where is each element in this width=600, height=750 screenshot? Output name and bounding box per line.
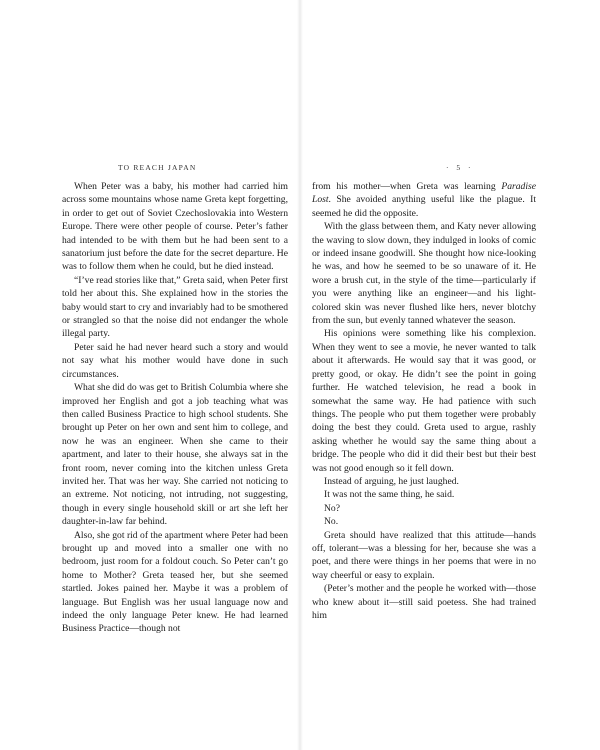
left-page-body — [62, 180, 288, 636]
running-head-left: TO REACH JAPAN — [118, 163, 197, 172]
paragraph: When Peter was a baby, his mother had carried him across some mountains whose name Greta kept forgetting, in order to get out of Soviet Czechoslovakia into Western Europe. There were other people of course. Peter’s father had intended to be with them but he had been sent to a sanatorium just before the date for the secret departure. He was to follow them when he could, but he died instead. — [62, 181, 288, 273]
paragraph: Instead of arguing, he just laughed. — [324, 475, 459, 487]
paragraph: No? — [324, 502, 340, 514]
paragraph: Peter said he had never heard such a story and would not say what his mother would have done in such circumstances. — [62, 341, 288, 380]
paragraph: “I’ve read stories like that,” Greta said, when Peter first told her about this. She explained how in the stories the baby would start to cry and invariably had to be smothered or strangled so that the noise did not endanger the whole illegal party. — [62, 274, 288, 340]
paragraph: It was not the same thing, he said. — [324, 489, 455, 501]
paragraph: Greta should have realized that this attitude—hands off, tolerant—was a blessing for her, because she was a poet, and there were things in her poems that were in no way cheerful or easy to explain. — [312, 529, 536, 581]
paragraph: (Peter’s mother and the people he worked with—those who knew about it—still said poetess. She had trained him — [312, 583, 536, 621]
paragraph: With the glass between them, and Katy never allowing the waving to slow down, they indulged in looks of comic or indeed insane goodwill. She thought how nice-looking he was, and how he seemed to be so unaware of it. He wore a brush cut, in the style of the time—particularly if you were anything like an engineer—and his light-colored skin was never flushed like hers, never blotchy from the sun, but evenly tanned whatever the season. — [312, 221, 536, 327]
paragraph: His opinions were something like his complexion. When they went to see a movie, he never wanted to talk about it afterwards. He would say that it was good, or pretty good, or okay. He didn’t see the point in going further. He watched television, he read a book in somewhat the same way. He had patience with such things. The people who put them together were probably doing the best they could. Greta used to argue, rashly asking whether he would say the same thing about a bridge. The people who did it did their best but their best was not good enough so it fell down. — [312, 328, 536, 474]
paragraph: Also, she got rid of the apartment where Peter had been brought up and moved into a smaller one with no bedroom, just room for a foldout couch. So Peter can’t go home to Mother? Greta teased her, but she seemed startled. Jokes pained her. Maybe it was a problem of language. But English was her usual language now and indeed the only language Peter knew. He had learned Business Practice—though not — [62, 529, 288, 635]
book-title: Paradise Lost — [312, 181, 536, 206]
paragraph: from his mother—when Greta was learning Paradise Lost. She avoided anything useful like the plague. It seemed he did the opposite. — [312, 181, 536, 219]
paragraph: No. — [324, 516, 339, 528]
right-page — [300, 0, 600, 750]
page-number: · 5 · — [446, 163, 474, 172]
paragraph: What she did do was get to British Columbia where she improved her English and got a job teaching what was then called Business Practice to high school students. She brought up Peter on her own and sent him to college, and now he was an engineer. When she came to their apartment, and later to their house, she always sat in the front room, never coming into the kitchen unless Greta invited her. That was her way. She carried not noticing to an extreme. Not noticing, not intruding, not suggesting, though in every single household skill or art she left her daughter-in-law far behind. — [62, 382, 288, 528]
right-page-body — [312, 180, 536, 622]
